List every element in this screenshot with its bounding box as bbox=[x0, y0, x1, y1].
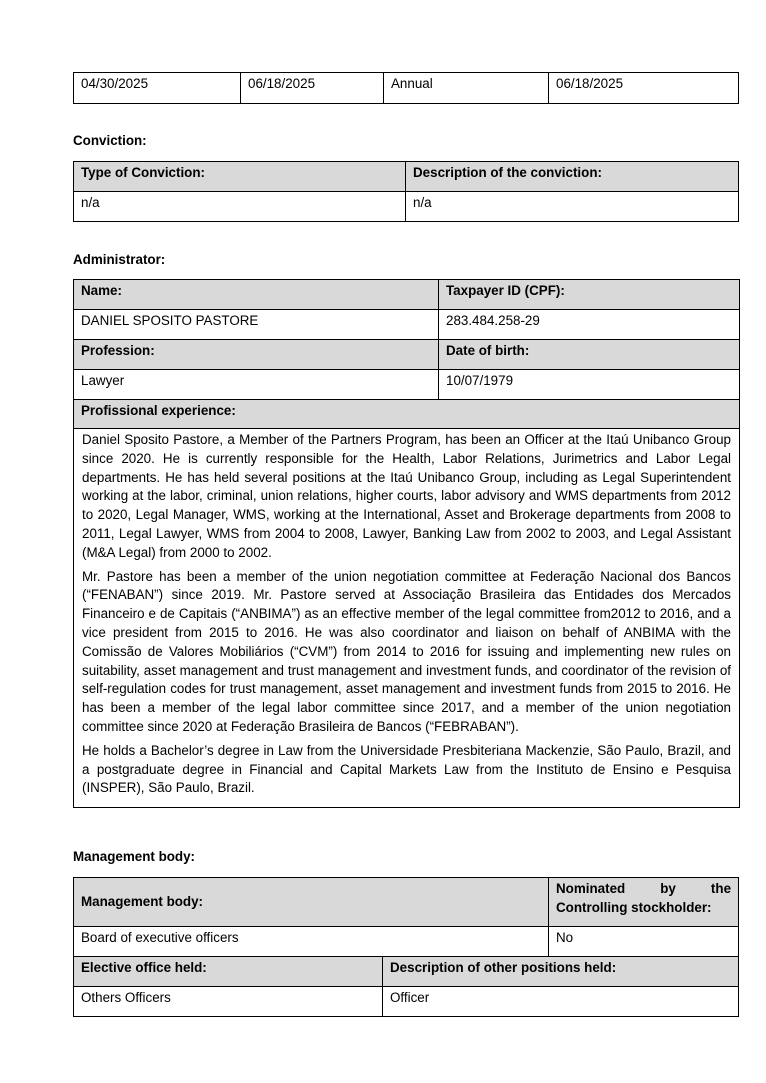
management-table bbox=[73, 877, 739, 1017]
experience-paragraph: He holds a Bachelor’s degree in Law from the Universidade Presbiteriana Mackenzie, São Paulo, Brazil, and a postgraduate degree in Financial and Capital Markets Law from the Instituto de Ensino e Pesquisa (INSPER), São Paulo, Brazil. bbox=[82, 742, 731, 796]
frequency-cell: Annual bbox=[384, 73, 549, 104]
dob-value: 10/07/1979 bbox=[439, 370, 740, 400]
profession-value: Lawyer bbox=[74, 370, 439, 400]
date-cell-3: 06/18/2025 bbox=[549, 73, 739, 104]
table-row bbox=[74, 280, 740, 310]
other-positions-label: Description of other positions held: bbox=[383, 957, 739, 987]
management-title: Management body: bbox=[73, 849, 196, 864]
nominated-label bbox=[549, 878, 739, 927]
table-row bbox=[74, 310, 740, 340]
dates-table bbox=[73, 72, 739, 104]
cpf-value: 283.484.258-29 bbox=[439, 310, 740, 340]
cpf-label: Taxpayer ID (CPF): bbox=[439, 280, 740, 310]
name-value: DANIEL SPOSITO PASTORE bbox=[74, 310, 439, 340]
management-body-label: Management body: bbox=[74, 878, 549, 927]
conviction-type-value: n/a bbox=[74, 192, 406, 222]
table-row bbox=[74, 370, 740, 400]
experience-label: Profissional experience: bbox=[74, 400, 740, 429]
profession-label: Profession: bbox=[74, 340, 439, 370]
nominated-value: No bbox=[549, 927, 739, 957]
experience-text bbox=[74, 429, 740, 808]
elective-office-label: Elective office held: bbox=[74, 957, 383, 987]
table-row bbox=[74, 429, 740, 808]
administrator-table bbox=[73, 279, 740, 808]
table-row bbox=[74, 73, 739, 104]
experience-paragraph: Mr. Pastore has been a member of the union negotiation committee at Federação Nacional dos Bancos (“FENABAN”) since 2019. Mr. Pastore served at Associação Brasileira das Entidades dos Mercados Financeiro e de Capitais (“ANBIMA”) as an effective member of the legal committee from2012 to 2016, and a vice president from 2015 to 2016. He was also coordinator and liaison on behalf of ANBIMA with the Comissão de Valores Mobiliários (“CVM”) from 2014 to 2016 for issuing and implementing new rules on suitability, asset management and trust management and investment funds, and coordinator of the revision of self-regulation codes for trust management, asset management and investment funds from 2015 to 2016. He has been a member of the legal labor committee since 2017, and a member of the union negotiation committee since 2020 at Federação Brasileira de Bancos (“FEBRABAN”). bbox=[82, 568, 731, 734]
date-cell-2: 06/18/2025 bbox=[241, 73, 384, 104]
experience-paragraph: Daniel Sposito Pastore, a Member of the Partners Program, has been an Officer at the Itaú Unibanco Group since 2020. He is currently responsible for the Health, Labor Relations, Jurimetrics and Labor Legal departments. He has held several positions at the Itaú Unibanco Group, including as Legal Superintendent working at the labor, criminal, union relations, higher courts, labor advisory and WMS departments from 2012 to 2020, Legal Manager, WMS, working at the International, Asset and Brokerage departments from 2008 to 2011, Legal Lawyer, WMS from 2004 to 2008, Lawyer, Banking Law from 2002 to 2003, and Legal Assistant (M&A Legal) from 2000 to 2002. bbox=[82, 432, 731, 560]
table-row bbox=[74, 927, 739, 957]
elective-office-value: Others Officers bbox=[74, 987, 383, 1017]
conviction-type-header: Type of Conviction: bbox=[74, 162, 406, 192]
other-positions-value: Officer bbox=[383, 987, 739, 1017]
name-label: Name: bbox=[74, 280, 439, 310]
table-row bbox=[74, 957, 739, 987]
table-row bbox=[74, 400, 740, 429]
table-row bbox=[74, 878, 739, 927]
nominated-label-line2: Controlling stockholder: bbox=[556, 900, 712, 915]
table-row bbox=[74, 987, 739, 1017]
conviction-description-value: n/a bbox=[406, 192, 739, 222]
date-cell-1: 04/30/2025 bbox=[74, 73, 241, 104]
dob-label: Date of birth: bbox=[439, 340, 740, 370]
nominated-label-line1: Nominated by the bbox=[556, 881, 732, 896]
conviction-table bbox=[73, 161, 739, 222]
table-row bbox=[74, 162, 739, 192]
table-row bbox=[74, 340, 740, 370]
management-body-value: Board of executive officers bbox=[74, 927, 549, 957]
conviction-description-header: Description of the conviction: bbox=[406, 162, 739, 192]
conviction-title: Conviction: bbox=[73, 133, 147, 148]
administrator-title: Administrator: bbox=[73, 252, 166, 267]
table-row bbox=[74, 192, 739, 222]
